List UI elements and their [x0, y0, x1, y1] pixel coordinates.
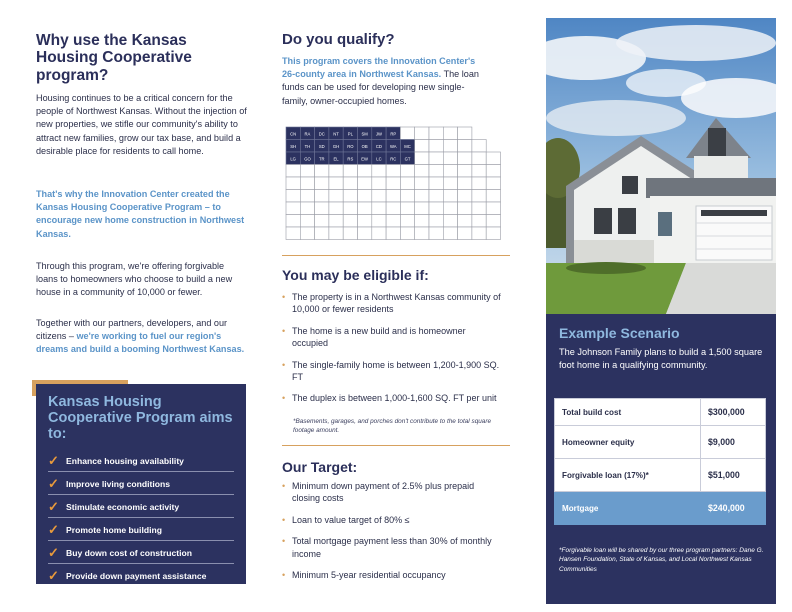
county [458, 227, 472, 240]
county-labels [290, 131, 411, 161]
county [415, 127, 429, 140]
aims-item [48, 519, 234, 541]
county [458, 127, 472, 140]
scenario-title: Example Scenario [559, 325, 680, 341]
county [429, 140, 443, 153]
check-icon: ✓ [48, 544, 59, 560]
county [300, 177, 314, 190]
county [486, 215, 500, 228]
county [329, 177, 343, 190]
qualify-title: Do you qualify? [282, 31, 395, 48]
county [300, 202, 314, 215]
county [400, 202, 414, 215]
aims-title: Kansas Housing Cooperative Program aims to: [48, 394, 233, 443]
county [486, 177, 500, 190]
county [415, 202, 429, 215]
county [472, 177, 486, 190]
aims-list [48, 450, 234, 587]
check-icon: ✓ [48, 475, 59, 491]
check-icon: ✓ [48, 498, 59, 514]
example-scenario-panel [546, 314, 776, 604]
aims-item-label: Stimulate economic activity [66, 501, 180, 512]
row-value: $51,000 [701, 459, 766, 492]
county-label: EL [333, 156, 339, 162]
county-label: RC [390, 156, 397, 162]
county-label: TH [304, 143, 311, 149]
partners-text: Together with our partners, developers, and our citizens – [36, 318, 228, 342]
house-photo [546, 18, 776, 314]
county-label: RS [347, 156, 354, 162]
county [400, 177, 414, 190]
county-label: JW [375, 131, 382, 137]
county [329, 190, 343, 203]
county [429, 127, 443, 140]
county [429, 165, 443, 178]
row-label: Homeowner equity [555, 426, 701, 459]
aims-item [48, 450, 234, 472]
row-value: $300,000 [701, 399, 766, 426]
county [458, 152, 472, 165]
county [343, 215, 357, 228]
county [429, 152, 443, 165]
aims-box [36, 384, 246, 584]
county-label: GH [332, 143, 340, 149]
county [415, 215, 429, 228]
qualify-text: The loan funds can be used for developing new single-family, owner-occupied homes. [282, 69, 479, 106]
county-label: PL [347, 131, 353, 137]
aims-item [48, 496, 234, 518]
county [472, 227, 486, 240]
aims-item [48, 542, 234, 564]
county [286, 215, 300, 228]
county-label: GT [404, 156, 411, 162]
county-label: RA [304, 131, 311, 137]
county-label: OB [361, 143, 368, 149]
county [472, 165, 486, 178]
table-row [555, 399, 766, 426]
county-label: CN [290, 131, 297, 137]
county [286, 227, 300, 240]
county [343, 227, 357, 240]
county [372, 190, 386, 203]
county [400, 215, 414, 228]
qualify-highlight: This program covers the Innovation Center's 26-county area in Northwest Kansas. [282, 56, 476, 80]
divider-1 [282, 255, 510, 256]
check-icon: ✓ [48, 567, 59, 583]
county [315, 165, 329, 178]
county [358, 177, 372, 190]
county [315, 190, 329, 203]
county [443, 190, 457, 203]
county [286, 177, 300, 190]
eligible-list [282, 291, 502, 414]
check-icon: ✓ [48, 452, 59, 468]
eligible-title: You may be eligible if: [282, 267, 429, 283]
county [429, 202, 443, 215]
target-item: • Minimum 5-year residential occupancy [282, 569, 502, 581]
county [429, 177, 443, 190]
scenario-table [554, 398, 766, 525]
county-label: LG [290, 156, 296, 162]
county [358, 227, 372, 240]
eligible-item: • The single-family home is between 1,200-1,900 SQ. FT [282, 359, 502, 384]
county [386, 165, 400, 178]
aims-item [48, 565, 234, 586]
county-label: WA [389, 143, 397, 149]
program-paragraph: Through this program, we're offering forgivable loans to homeowners who choose to build a new house in a community of 10,000 or fewer. [36, 261, 233, 298]
eligible-footnote: *Basements, garages, and porches don't contribute to the total square footage amount. [293, 418, 492, 434]
county [472, 215, 486, 228]
partners-paragraph [36, 317, 248, 357]
target-item: • Loan to value target of 80% ≤ [282, 514, 502, 526]
eligible-item: • The property is in a Northwest Kansas community of 10,000 or fewer residents [282, 291, 502, 316]
divider-2 [282, 445, 510, 446]
table-row [555, 459, 766, 492]
county [400, 227, 414, 240]
county-label: TR [318, 156, 325, 162]
county-label: SM [361, 131, 368, 137]
county [472, 140, 486, 153]
county [486, 190, 500, 203]
county [372, 177, 386, 190]
county [400, 190, 414, 203]
aims-item [48, 473, 234, 495]
county [415, 165, 429, 178]
county-label: CD [375, 143, 382, 149]
row-label: Forgivable loan (17%)* [555, 459, 701, 492]
county-label: MC [404, 143, 411, 149]
county-label: NT [333, 131, 339, 137]
county [443, 215, 457, 228]
county [300, 190, 314, 203]
county [386, 215, 400, 228]
scenario-note: *Forgivable loan will be shared by our three program partners: Dane G. Hansen Foundation, State of Kansas, and Local Northwest Kansas Communities [559, 547, 764, 573]
county [458, 190, 472, 203]
partners-highlight: we're working to fuel our region's dreams and build a booming Northwest Kansas. [36, 331, 245, 355]
county [343, 177, 357, 190]
aims-item-label: Promote home building [66, 524, 162, 535]
row-value: $9,000 [701, 426, 766, 459]
kansas-county-map [285, 125, 503, 243]
aims-item-label: Improve living conditions [66, 478, 171, 489]
county [415, 152, 429, 165]
county [315, 202, 329, 215]
aims-item-label: Enhance housing availability [66, 455, 184, 466]
county [443, 177, 457, 190]
county [386, 227, 400, 240]
county [358, 190, 372, 203]
county [472, 202, 486, 215]
county [286, 190, 300, 203]
county-label: SD [318, 143, 325, 149]
county [358, 165, 372, 178]
intro-paragraph: Housing continues to be a critical concern for the people of Northwest Kansas. Without the injection of new properties, we stifle our community's ability to attract new families, grow our tax base, and build a desirable place for residents to call home. [36, 93, 247, 156]
eligible-item: • The home is a new build and is homeowner occupied [282, 325, 502, 350]
county [372, 227, 386, 240]
county-label: RP [390, 131, 397, 137]
county [486, 227, 500, 240]
table-row [555, 426, 766, 459]
county [429, 215, 443, 228]
county-label: SH [290, 143, 297, 149]
county [443, 127, 457, 140]
county [343, 165, 357, 178]
county [386, 177, 400, 190]
qualify-paragraph [282, 55, 487, 108]
county [415, 227, 429, 240]
county [443, 202, 457, 215]
county [358, 215, 372, 228]
county [286, 165, 300, 178]
county [343, 202, 357, 215]
row-value: $240,000 [701, 492, 766, 525]
county [358, 202, 372, 215]
county [329, 215, 343, 228]
county [400, 127, 414, 140]
row-label: Mortgage [555, 492, 701, 525]
county [315, 177, 329, 190]
county [443, 165, 457, 178]
target-list [282, 480, 502, 590]
county [329, 202, 343, 215]
county [415, 140, 429, 153]
county [386, 202, 400, 215]
county [372, 215, 386, 228]
target-item: • Total mortgage payment less than 30% of monthly income [282, 535, 502, 560]
county-label: GO [304, 156, 311, 162]
county [286, 202, 300, 215]
county [372, 202, 386, 215]
county [458, 215, 472, 228]
check-icon: ✓ [48, 521, 59, 537]
eligible-item: • The duplex is between 1,000-1,600 SQ. FT per unit [282, 392, 502, 404]
table-row-total [555, 492, 766, 525]
county [458, 140, 472, 153]
aims-item-label: Provide down payment assistance [66, 570, 207, 581]
county [458, 165, 472, 178]
county [443, 140, 457, 153]
county [486, 202, 500, 215]
county [458, 177, 472, 190]
county [429, 227, 443, 240]
county [300, 215, 314, 228]
target-title: Our Target: [282, 459, 358, 475]
county [372, 165, 386, 178]
county [443, 152, 457, 165]
county [472, 190, 486, 203]
county [443, 227, 457, 240]
target-item: • Minimum down payment of 2.5% plus prepaid closing costs [282, 480, 502, 505]
county-label: EW [361, 156, 369, 162]
county [429, 190, 443, 203]
county [386, 190, 400, 203]
county [300, 165, 314, 178]
county [343, 190, 357, 203]
county [315, 227, 329, 240]
county [486, 152, 500, 165]
county [415, 190, 429, 203]
scenario-text: The Johnson Family plans to build a 1,500 square foot home in a qualifying community. [559, 347, 763, 370]
county [300, 227, 314, 240]
county [486, 165, 500, 178]
county [472, 152, 486, 165]
row-label: Total build cost [555, 399, 701, 426]
county [329, 165, 343, 178]
county-label: RO [347, 143, 354, 149]
county [400, 165, 414, 178]
county [458, 202, 472, 215]
highlight-paragraph: That's why the Innovation Center created the Kansas Housing Cooperative Program – to encourage new home construction in Northwest Kansas. [36, 189, 245, 239]
why-title: Why use the Kansas Housing Cooperative program? [36, 32, 192, 84]
county [315, 215, 329, 228]
county [329, 227, 343, 240]
county-label: LC [376, 156, 382, 162]
county-label: DC [318, 131, 325, 137]
aims-item-label: Buy down cost of construction [66, 547, 193, 558]
county [415, 177, 429, 190]
